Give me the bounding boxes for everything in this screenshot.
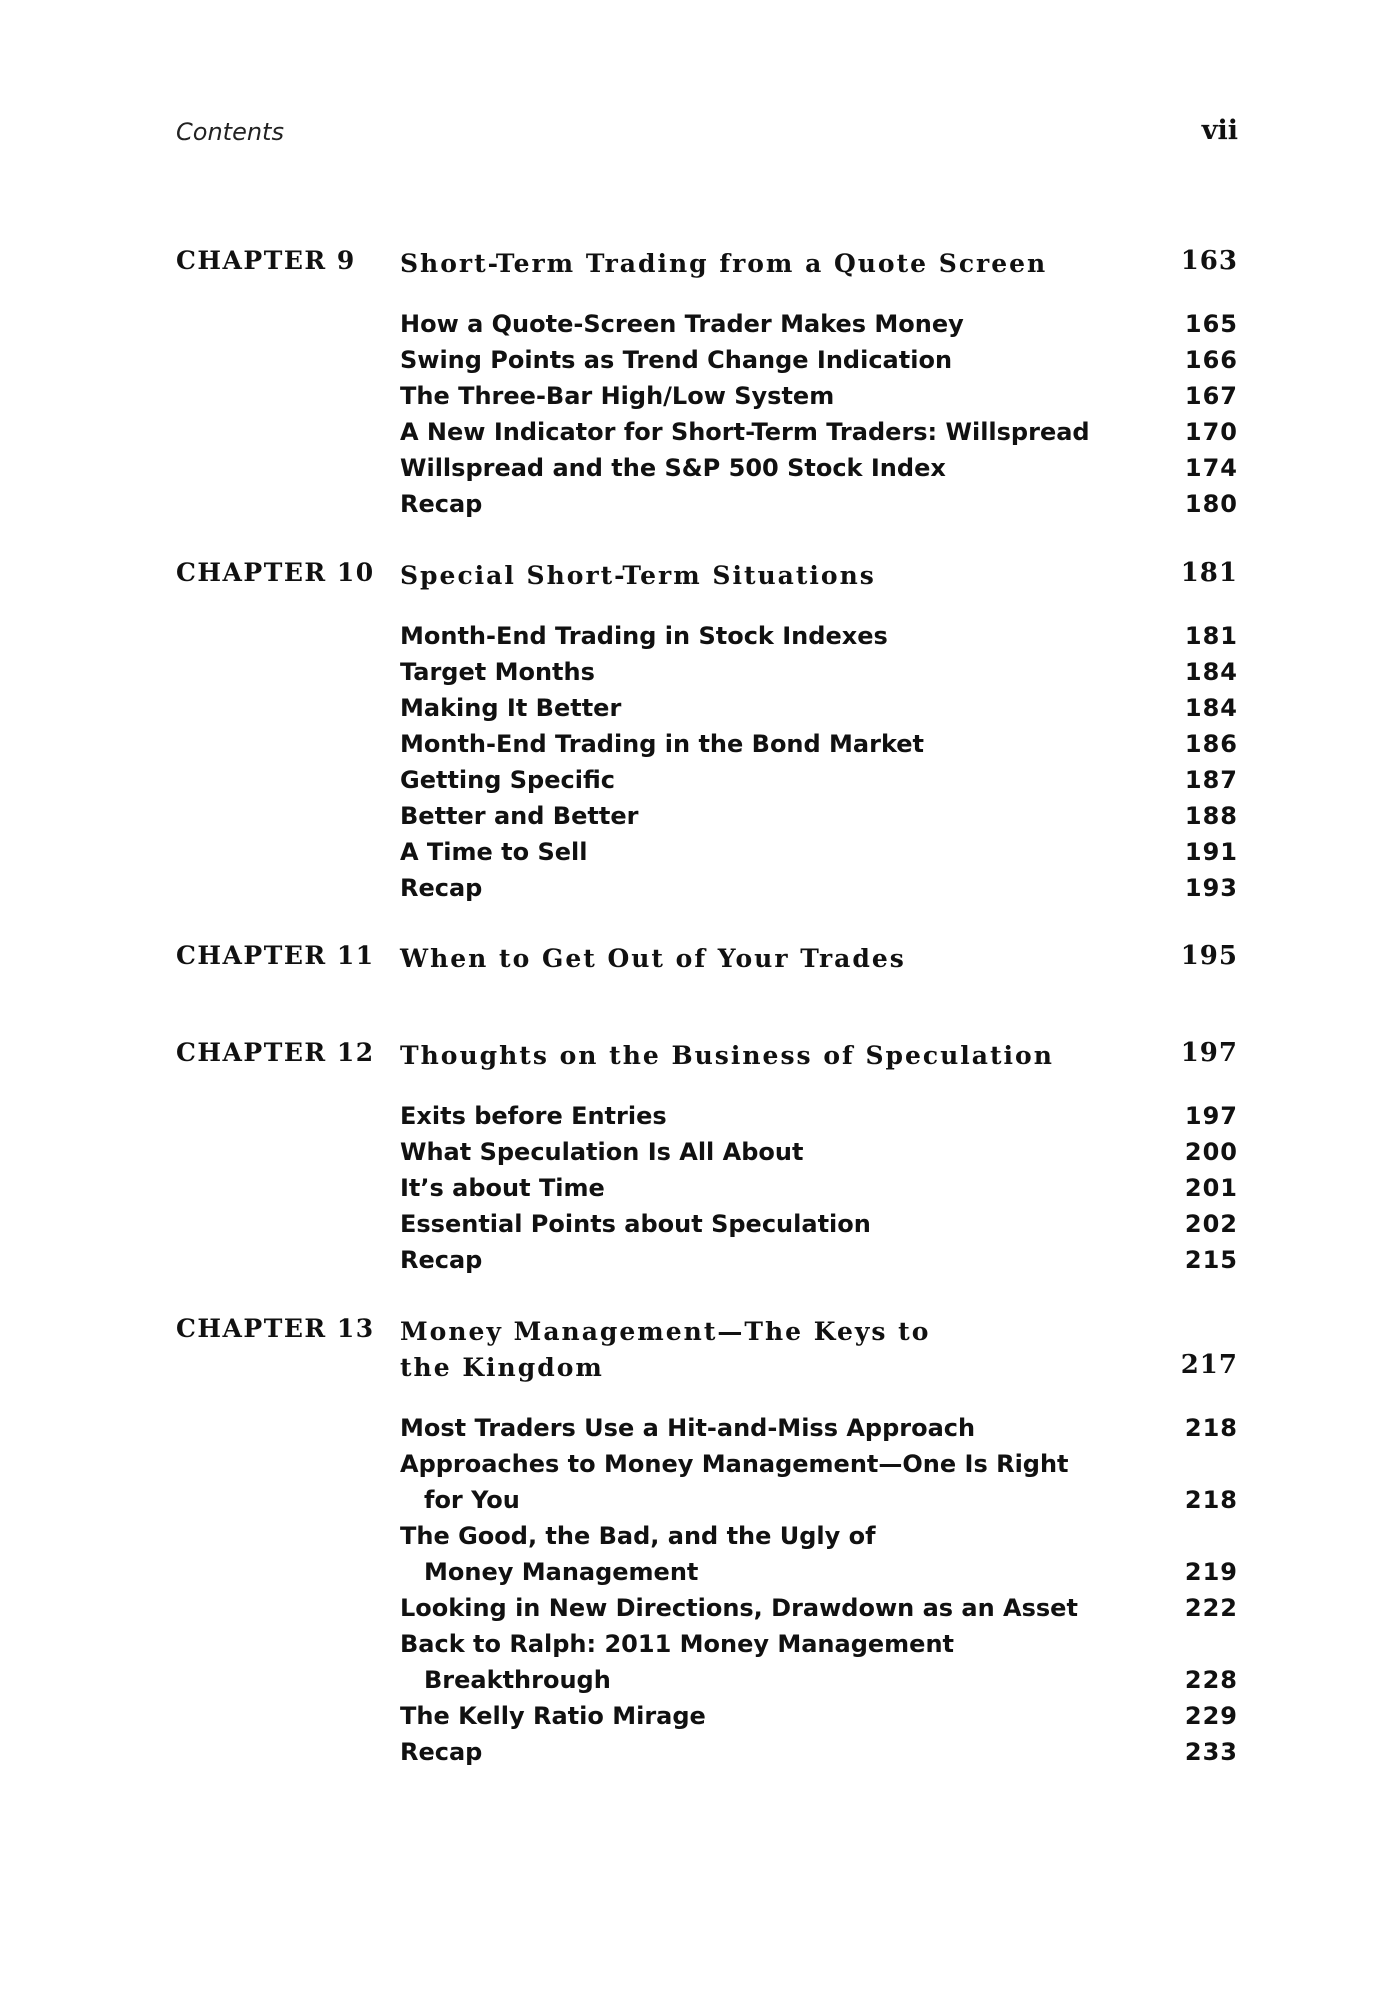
entry-title: Back to Ralph: 2011 Money Management xyxy=(400,1630,955,1658)
toc-entry xyxy=(400,1206,1238,1242)
entry-page: 193 xyxy=(1184,874,1238,902)
toc-entry xyxy=(400,726,1238,762)
entry-title: Making It Better xyxy=(400,694,622,722)
entry-page: 186 xyxy=(1184,730,1238,758)
running-head xyxy=(176,115,1238,158)
chapter-label: CHAPTER 9 xyxy=(176,246,356,275)
toc-entry xyxy=(400,1134,1238,1170)
entry-title: The Three-Bar High/Low System xyxy=(400,382,835,410)
entry-title: Recap xyxy=(400,1246,483,1274)
toc-entry xyxy=(400,798,1238,834)
toc-entry xyxy=(400,1446,1238,1518)
entry-page: 200 xyxy=(1184,1138,1238,1166)
entry-page: 228 xyxy=(1184,1666,1238,1694)
toc-entry xyxy=(400,1626,1238,1698)
entry-title: Target Months xyxy=(400,658,595,686)
entry-title: Better and Better xyxy=(400,802,639,830)
entry-page: 222 xyxy=(1184,1594,1238,1622)
toc-entry xyxy=(400,1518,1238,1590)
entry-page: 184 xyxy=(1184,694,1238,722)
entry-page: 165 xyxy=(1184,310,1238,338)
toc-entry xyxy=(400,1698,1238,1734)
entry-page: 167 xyxy=(1184,382,1238,410)
entry-page: 181 xyxy=(1184,622,1238,650)
entry-title: What Speculation Is All About xyxy=(400,1138,804,1166)
toc-entry xyxy=(400,1410,1238,1446)
entry-page: 180 xyxy=(1184,490,1238,518)
entry-title-continued: for You xyxy=(424,1486,520,1514)
entry-page: 218 xyxy=(1184,1486,1238,1514)
toc-entry xyxy=(400,486,1238,522)
toc-entry xyxy=(400,1590,1238,1626)
section-list xyxy=(400,306,1238,522)
entry-title: Exits before Entries xyxy=(400,1102,667,1130)
entry-page: 187 xyxy=(1184,766,1238,794)
entry-title: The Kelly Ratio Mirage xyxy=(400,1702,706,1730)
chapter-label: CHAPTER 10 xyxy=(176,558,375,587)
chapter-page: 217 xyxy=(1180,1350,1238,1380)
entry-page: 233 xyxy=(1184,1738,1238,1766)
entry-page: 174 xyxy=(1184,454,1238,482)
entry-title: Recap xyxy=(400,1738,483,1766)
toc-entry xyxy=(400,1170,1238,1206)
section-list xyxy=(400,1410,1238,1770)
entry-page: 215 xyxy=(1184,1246,1238,1274)
toc-entry xyxy=(400,1098,1238,1134)
running-head-section: Contents xyxy=(176,118,284,146)
toc-entry xyxy=(400,450,1238,486)
entry-page: 197 xyxy=(1184,1102,1238,1130)
entry-page: 184 xyxy=(1184,658,1238,686)
chapter-page: 197 xyxy=(1180,1038,1238,1068)
chapter-title: When to Get Out of Your Trades xyxy=(400,944,906,973)
toc-entry xyxy=(400,378,1238,414)
entry-page: 166 xyxy=(1184,346,1238,374)
entry-title-continued: Money Management xyxy=(424,1558,699,1586)
toc-entry xyxy=(400,618,1238,654)
chapter-label: CHAPTER 13 xyxy=(176,1314,375,1343)
entry-title-continued: Breakthrough xyxy=(424,1666,611,1694)
entry-title: Month-End Trading in Stock Indexes xyxy=(400,622,888,650)
chapter-page: 195 xyxy=(1180,941,1238,971)
page-number: vii xyxy=(1201,115,1238,146)
entry-page: 219 xyxy=(1184,1558,1238,1586)
toc-entry xyxy=(400,834,1238,870)
chapter-label: CHAPTER 11 xyxy=(176,941,375,970)
entry-page: 202 xyxy=(1184,1210,1238,1238)
chapter-title-line: the Kingdom xyxy=(400,1353,604,1382)
entry-page: 188 xyxy=(1184,802,1238,830)
entry-title: Approaches to Money Management—One Is Right xyxy=(400,1450,1069,1478)
entry-title: Essential Points about Speculation xyxy=(400,1210,871,1238)
toc-entry xyxy=(400,654,1238,690)
toc-entry xyxy=(400,414,1238,450)
entry-title: Getting Specific xyxy=(400,766,615,794)
chapter-title-line: Money Management—The Keys to xyxy=(400,1317,931,1346)
toc-entry xyxy=(400,870,1238,906)
entry-title: The Good, the Bad, and the Ugly of xyxy=(400,1522,876,1550)
section-list xyxy=(400,618,1238,906)
toc-entry xyxy=(400,1242,1238,1278)
toc-entry xyxy=(400,762,1238,798)
entry-title: A Time to Sell xyxy=(400,838,588,866)
toc-entry xyxy=(400,342,1238,378)
toc-entry xyxy=(400,690,1238,726)
entry-title: A New Indicator for Short-Term Traders: Willspread xyxy=(400,418,1090,446)
chapter-title: Thoughts on the Business of Speculation xyxy=(400,1041,1054,1070)
entry-title: How a Quote-Screen Trader Makes Money xyxy=(400,310,964,338)
entry-page: 218 xyxy=(1184,1414,1238,1442)
entry-page: 170 xyxy=(1184,418,1238,446)
chapter-label: CHAPTER 12 xyxy=(176,1038,375,1067)
chapter-page: 163 xyxy=(1180,246,1238,276)
entry-title: Swing Points as Trend Change Indication xyxy=(400,346,953,374)
entry-title: Looking in New Directions, Drawdown as an Asset xyxy=(400,1594,1078,1622)
toc-entry xyxy=(400,1734,1238,1770)
entry-title: Month-End Trading in the Bond Market xyxy=(400,730,925,758)
entry-page: 191 xyxy=(1184,838,1238,866)
entry-title: It’s about Time xyxy=(400,1174,605,1202)
entry-page: 229 xyxy=(1184,1702,1238,1730)
entry-page: 201 xyxy=(1184,1174,1238,1202)
entry-title: Recap xyxy=(400,490,483,518)
section-list xyxy=(400,1098,1238,1278)
chapter-title: Special Short-Term Situations xyxy=(400,561,876,590)
chapter-page: 181 xyxy=(1180,558,1238,588)
entry-title: Willspread and the S&P 500 Stock Index xyxy=(400,454,946,482)
chapter-title: Short-Term Trading from a Quote Screen xyxy=(400,249,1048,278)
entry-title: Most Traders Use a Hit-and-Miss Approach xyxy=(400,1414,976,1442)
entry-title: Recap xyxy=(400,874,483,902)
chapter-title xyxy=(400,1314,1080,1386)
toc-entry xyxy=(400,306,1238,342)
